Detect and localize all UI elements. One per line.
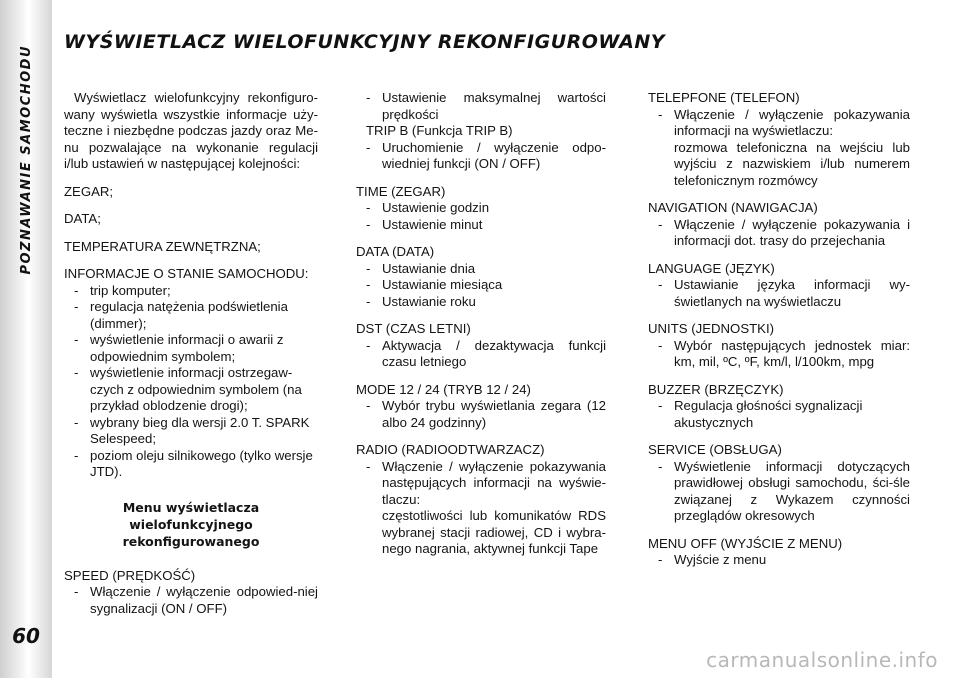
list-item-text: Ustawianie miesiąca — [382, 277, 503, 292]
menu-title — [64, 499, 318, 550]
list-item — [64, 584, 318, 617]
list-item — [64, 299, 318, 332]
dash: - — [658, 398, 663, 413]
dash: - — [366, 260, 371, 276]
list-item — [356, 459, 606, 509]
list-item-text: trip komputer; — [90, 282, 171, 298]
list-item-text: Włączenie / wyłączenie pokazywania informacji na wyświetlaczu: — [674, 106, 910, 138]
language-heading: LANGUAGE (JĘZYK) — [648, 260, 775, 276]
list-item — [356, 294, 606, 311]
dash: - — [658, 277, 663, 292]
units-heading: UNITS (JEDNOSTKI) — [648, 321, 775, 336]
dash: - — [74, 584, 79, 599]
list-item-text: Regulacja głośności sygnalizacji akustycznych — [674, 398, 863, 430]
page-number: 60 — [12, 624, 40, 648]
list-item — [648, 217, 910, 250]
dash: - — [74, 414, 79, 430]
column-2 — [356, 90, 606, 558]
trip-heading: TRIP B (Funkcja TRIP B) — [366, 123, 513, 138]
list-item-text: wyświetlenie informacji o awarii z odpowiednim symbolem; — [90, 332, 284, 364]
telephone-heading: TELEPFONE (TELEFON) — [648, 90, 800, 105]
buzzer-heading: BUZZER (BRZĘCZYK) — [648, 381, 784, 397]
list-item-text: regulacja natężenia podświetlenia (dimmer); — [90, 299, 288, 331]
list-item — [64, 415, 318, 448]
list-item — [356, 398, 606, 431]
list-item-text: Ustawianie roku — [382, 293, 476, 309]
column-3 — [648, 90, 910, 569]
dash: - — [366, 216, 371, 232]
dash: - — [658, 458, 663, 474]
list-item — [648, 459, 910, 525]
list-item — [64, 448, 318, 481]
dash: - — [366, 337, 371, 353]
list-item — [356, 200, 606, 217]
list-item-text: Ustawienie minut — [382, 216, 483, 232]
list-item — [648, 552, 910, 569]
list-item — [648, 107, 910, 140]
dash: - — [366, 139, 371, 155]
list-item — [648, 338, 910, 371]
menu-title-line: rekonfigurowanego — [122, 533, 260, 549]
dash: - — [366, 90, 371, 105]
speed-heading: SPEED (PRĘDKOŚĆ) — [64, 567, 196, 583]
list-item — [648, 398, 910, 431]
dash: - — [366, 200, 371, 215]
list-item — [64, 332, 318, 365]
list-item-text: Włączenie / wyłączenie pokazywania i informacji dot. trasy do przejechania — [674, 216, 910, 248]
list-item-continuation: częstotliwości lub komunikatów RDS wybranej stacji radiowej, CD i wybra-nego nagrania, aktywnej funkcji Tape — [382, 508, 606, 556]
list-item-continuation: rozmowa telefoniczna na wejściu lub wyjściu z nazwiskiem i/lub numerem telefonicznym rozmówcy — [674, 139, 910, 188]
list-item — [356, 277, 606, 294]
list-item-text: wyświetlenie informacji ostrzegaw-czych z odpowiednim symbolem (na przykład oblodzenie drogi); — [90, 365, 302, 413]
list-item-text: Ustawianie dnia — [382, 260, 476, 276]
column-1 — [64, 90, 318, 617]
page-title: WYŚWIETLACZ WIELOFUNKCYJNY REKONFIGUROWANY — [64, 31, 666, 53]
list-item-text: Wyświetlenie informacji dotyczących prawidłowej obsługi samochodu, ści-śle związanej z Wykazem czynności przeglądów okresowych — [674, 458, 910, 523]
list-item — [356, 140, 606, 173]
dash: - — [658, 216, 663, 232]
dash: - — [74, 282, 79, 298]
dash: - — [658, 552, 663, 567]
dash: - — [74, 299, 79, 314]
list-item-text: poziom oleju silnikowego (tylko wersje JTD). — [90, 447, 313, 479]
data-heading: DATA (DATA) — [356, 244, 435, 259]
menu-off-heading: MENU OFF (WYJŚCIE Z MENU) — [648, 535, 843, 551]
section-label — [7, 30, 45, 290]
radio-heading: RADIO (RADIOODTWARZACZ) — [356, 442, 545, 457]
dash: - — [366, 293, 371, 309]
item-temperature: TEMPERATURA ZEWNĘTRZNA; — [64, 238, 261, 254]
dash: - — [366, 277, 371, 292]
section-label-text: POZNAWANIE SAMOCHODU — [18, 45, 34, 275]
dash: - — [74, 365, 79, 380]
mode-heading: MODE 12 / 24 (TRYB 12 / 24) — [356, 381, 531, 397]
list-item-text: Włączenie / wyłączenie odpowied-niej sygnalizacji (ON / OFF) — [90, 584, 318, 616]
list-item-text: Ustawienie maksymalnej wartości prędkości — [382, 90, 606, 122]
list-item-text: Włączenie / wyłączenie pokazywania następujących informacji na wyświe-tlaczu: — [382, 458, 606, 507]
service-heading: SERVICE (OBSŁUGA) — [648, 442, 782, 457]
list-item — [356, 217, 606, 234]
dash: - — [366, 398, 371, 413]
list-item-text: Ustawianie języka informacji wy-świetlanych na wyświetlaczu — [674, 277, 910, 309]
menu-title-line: wielofunkcyjnego — [129, 516, 253, 532]
list-item — [648, 277, 910, 310]
dash: - — [74, 332, 79, 347]
list-item — [64, 283, 318, 300]
time-heading: TIME (ZEGAR) — [356, 183, 446, 199]
watermark: carmanualsonline.info — [706, 648, 938, 672]
list-item-text: Ustawienie godzin — [382, 200, 490, 215]
menu-title-line: Menu wyświetlacza — [122, 499, 260, 515]
info-heading: INFORMACJE O STANIE SAMOCHODU: — [64, 266, 309, 281]
dst-heading: DST (CZAS LETNI) — [356, 321, 471, 336]
list-item-text: Wyjście z menu — [674, 552, 767, 567]
list-item — [356, 261, 606, 278]
dash: - — [366, 458, 371, 474]
list-item — [64, 365, 318, 415]
dash: - — [658, 337, 663, 353]
item-zegar: ZEGAR; — [64, 183, 114, 199]
list-item-text: Wybór trybu wyświetlania zegara (12 albo 24 godzinny) — [382, 398, 606, 430]
list-item — [356, 90, 606, 123]
list-item-text: Uruchomienie / wyłączenie odpo-wiedniej funkcji (ON / OFF) — [382, 139, 606, 171]
item-data: DATA; — [64, 211, 101, 226]
navigation-heading: NAVIGATION (NAWIGACJA) — [648, 200, 818, 215]
list-item-text: wybrany bieg dla wersji 2.0 T. SPARK Selespeed; — [90, 414, 310, 446]
list-item — [356, 338, 606, 371]
list-item-text: Aktywacja / dezaktywacja funkcji czasu letniego — [382, 337, 606, 369]
list-item-text: Wybór następujących jednostek miar: km, mil, ºC, ºF, km/l, l/100km, mpg — [674, 337, 910, 369]
dash: - — [658, 106, 663, 122]
dash: - — [74, 447, 79, 463]
intro-paragraph: Wyświetlacz wielofunkcyjny rekonfiguro-wany wyświetla wszystkie informacje uży-teczne i niezbędne podczas jazdy oraz Me-nu pozwalające na wykonanie regulacji i/lub ustawień w następującej kolejności: — [64, 90, 318, 171]
sidebar — [0, 0, 52, 678]
